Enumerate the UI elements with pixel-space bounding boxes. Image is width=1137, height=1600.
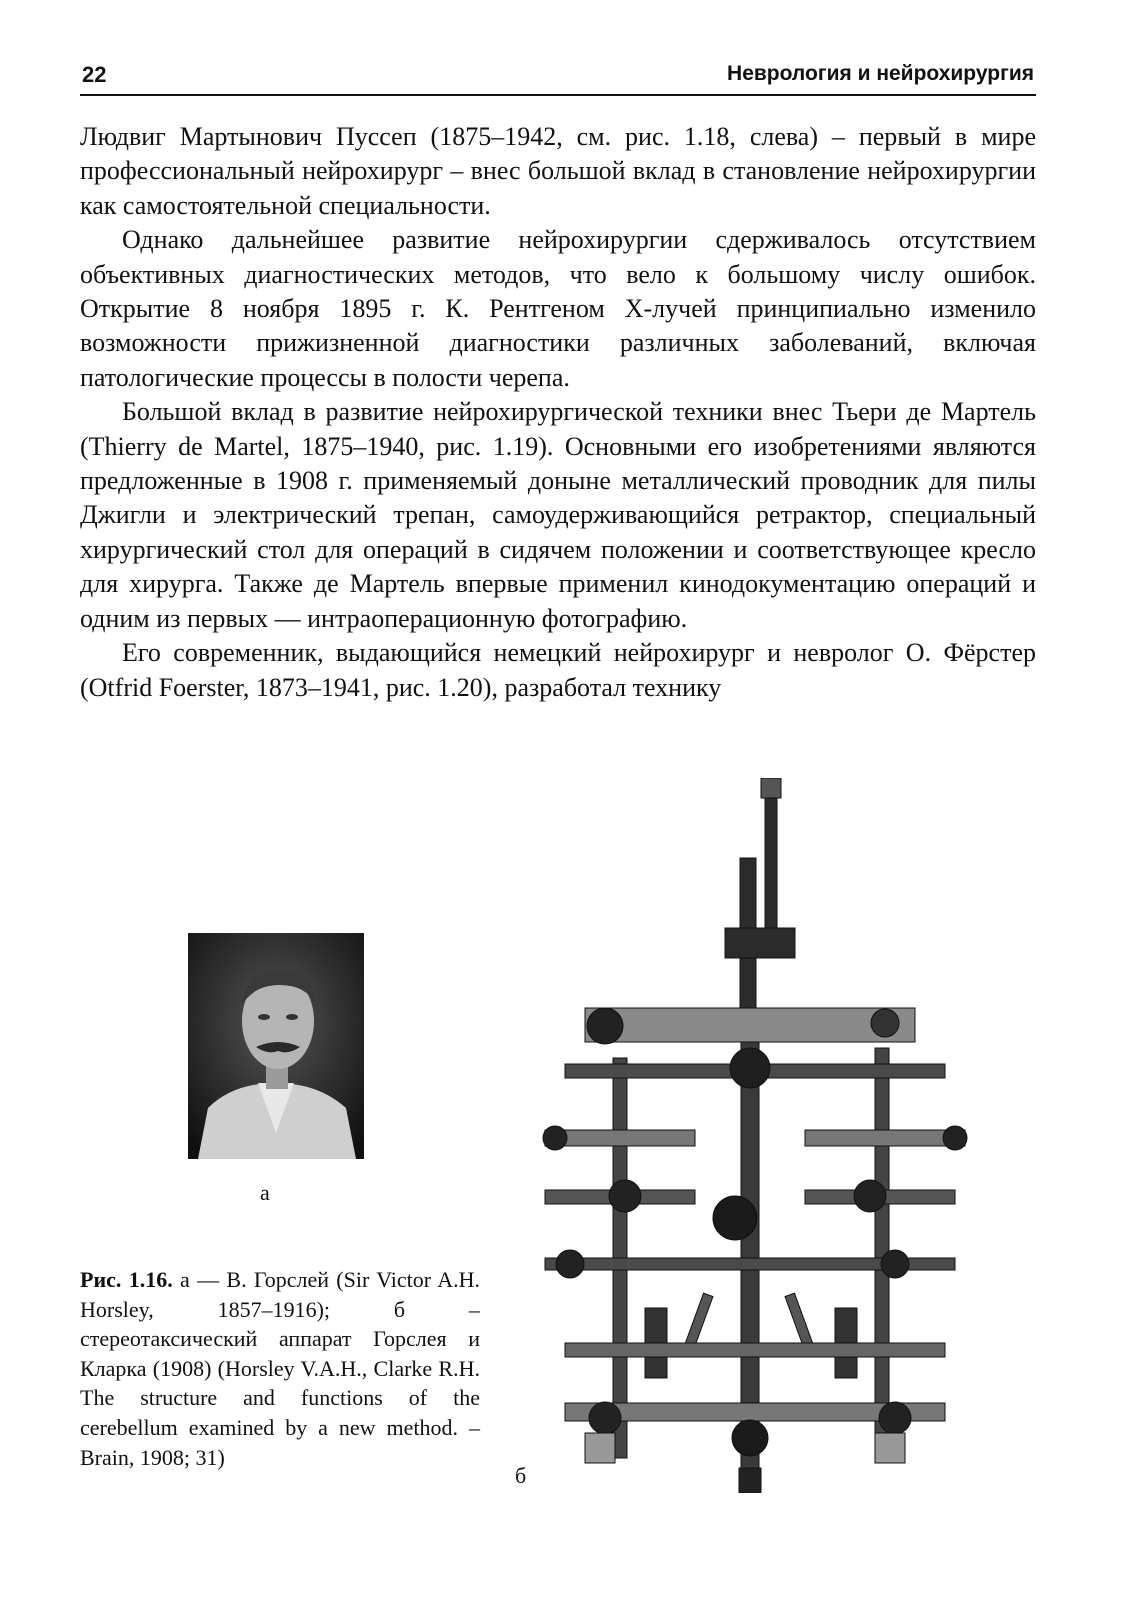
caption-text: а — В. Горслей (Sir Victor A.H. Horsley, 1857–1916); б – стереотаксический аппарат Горслея и Кларка (1908) (Horsley V.A.H., Clarke R.H. The structure and functions of the cerebellum examined by a new method. – Brain, 1908; 31) [80,1267,480,1470]
running-title: Неврология и нейрохирургия [727,62,1034,85]
caption-number: Рис. 1.16. [80,1267,173,1292]
page-number: 22 [82,62,107,87]
figure-label-b: б [515,1463,527,1488]
paragraph-1: Людвиг Мартынович Пуссеп (1875–1942, см. рис. 1.18, слева) – первый в мире профессиональный нейрохирург – внес большой вклад в становление нейрохирургии как самостоятельной специальности. [80,122,1036,220]
page-header [80,56,1036,96]
paragraph-3: Большой вклад в развитие нейрохирургической техники внес Тьери де Мартель (Thierry de Martel, 1875–1940, рис. 1.19). Основными его изобретениями являются предложенные в 1908 г. применяемый доныне металлический проводник для пилы Джигли и электрический трепан, самоудерживающийся ретрактор, специальный хирургический стол для операций в сидячем положении и соответствующее кресло для хирурга. Также де Мартель впервые применил кинодокументацию операций и одним из первых — интраоперационную фотографию. [80,397,1036,633]
body-text [80,120,1036,705]
paragraph-4: Его современник, выдающийся немецкий нейрохирург и невролог О. Фёрстер (Otfrid Foerster, 1873–1941, рис. 1.20), разработал технику [80,638,1036,702]
portrait-photo [188,933,364,1159]
paragraph-2: Однако дальнейшее развитие нейрохирургии сдерживалось отсутствием объективных диагностических методов, что вело к большому числу ошибок. Открытие 8 ноября 1895 г. К. Рентгеном Х-лучей принципиально изменило возможности прижизненной диагностики различных заболеваний, включая патологические процессы в полости черепа. [80,225,1036,392]
figure-label-a: а [260,1180,270,1205]
stereotaxic-apparatus-image [525,778,975,1493]
figure-caption [80,1265,480,1472]
